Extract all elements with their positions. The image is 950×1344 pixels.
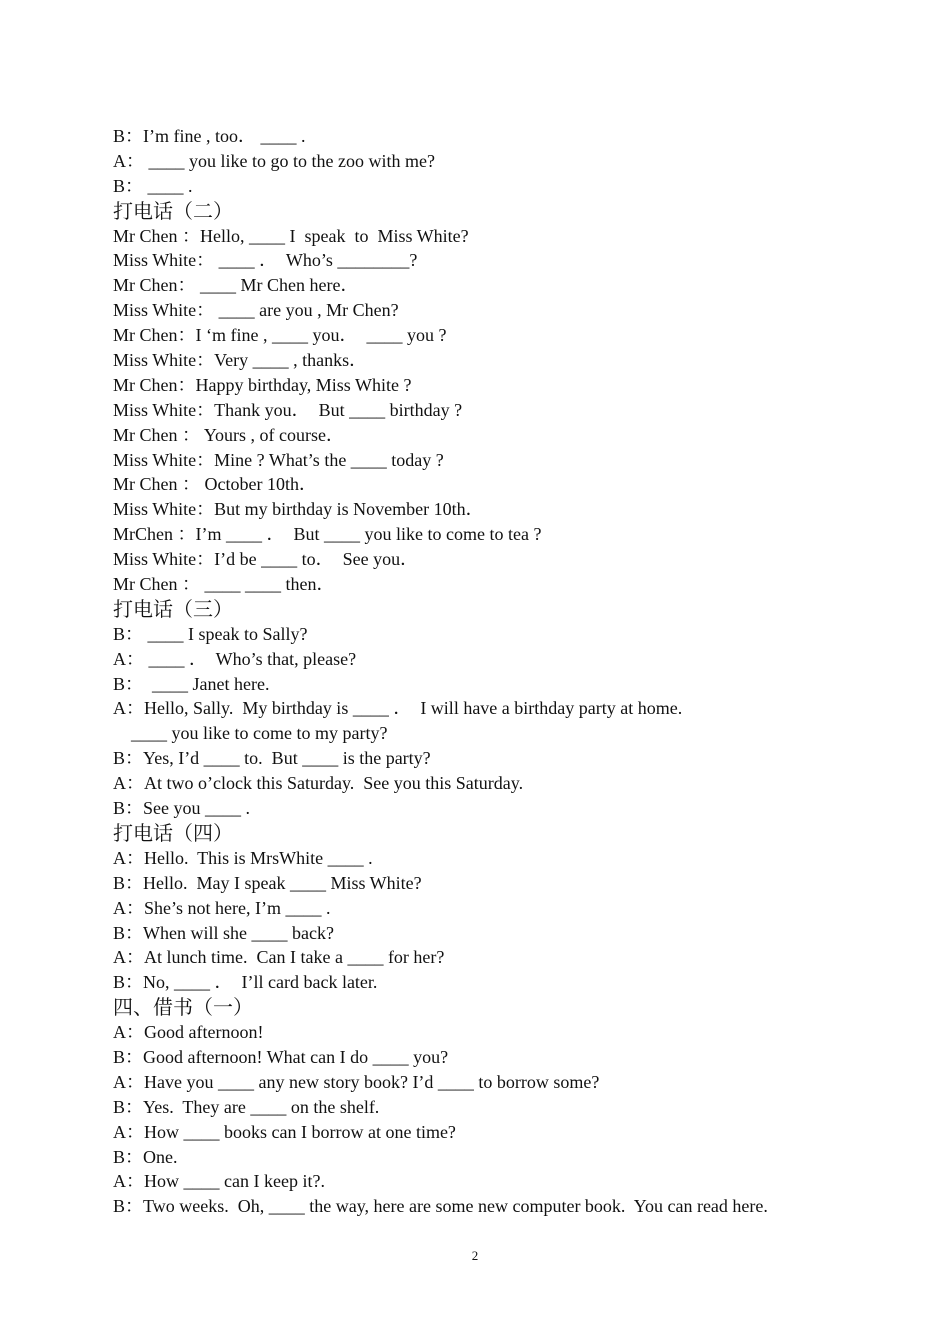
dialogue-line: A：Hello. This is MrsWhite ____ . <box>113 847 373 868</box>
dialogue-line: B：I’m fine , too． ____ . <box>113 126 306 146</box>
dialogue-line: Mr Chen ： Yours , of course． <box>113 424 344 445</box>
dialogue-line: B： ____ . <box>113 175 193 196</box>
dialogue-line: A：How ____ books can I borrow at one time? <box>113 1121 456 1142</box>
dialogue-line: A：At two o’clock this Saturday. See you this Saturday. <box>113 773 524 794</box>
dialogue-line: Miss White：Mine ? What’s the ____ today ? <box>113 449 444 470</box>
dialogue-line: Mr Chen： ____ Mr Chen here． <box>113 275 359 296</box>
section-heading: 打电话（四） <box>113 820 233 845</box>
dialogue-line: A：At lunch time. Can I take a ____ for her? <box>113 947 445 968</box>
dialogue-line: B： ____ Janet here. <box>113 673 270 694</box>
dialogue-line: B：No, ____ ． I’ll card back later. <box>113 972 378 993</box>
section-heading: 打电话（二） <box>113 198 233 223</box>
dialogue-line: B：Hello. May I speak ____ Miss White? <box>113 872 422 893</box>
dialogue-line: Miss White：I’d be ____ to． See you． <box>113 549 419 570</box>
dialogue-line: A：Hello, Sally. My birthday is ____ ． I will have a birthday party at home. <box>113 698 683 719</box>
dialogue-line: Miss White：But my birthday is November 10th． <box>113 499 484 520</box>
dialogue-line: Mr Chen ： October 10th． <box>113 474 317 495</box>
dialogue-line: B：Yes. They are ____ on the shelf. <box>113 1096 380 1117</box>
dialogue-line: B： ____ I speak to Sally? <box>113 623 308 644</box>
dialogue-line: A：Good afternoon! <box>113 1022 264 1043</box>
dialogue-line: A： ____ you like to go to the zoo with me? <box>113 150 435 171</box>
dialogue-line: B：Good afternoon! What can I do ____ you? <box>113 1046 449 1067</box>
dialogue-line: Miss White：Thank you． But ____ birthday ? <box>113 399 463 420</box>
dialogue-line: B：See you ____ . <box>113 798 250 819</box>
section-heading: 打电话（三） <box>113 596 233 621</box>
dialogue-line: B：Yes, I’d ____ to. But ____ is the party? <box>113 748 431 769</box>
dialogue-line: ____ you like to come to my party? <box>131 723 388 744</box>
dialogue-line: Miss White：Very ____ , thanks． <box>113 350 368 371</box>
dialogue-line: MrChen ：I’m ____ ． But ____ you like to come to tea ? <box>113 524 542 545</box>
dialogue-line: A：She’s not here, I’m ____ . <box>113 897 331 918</box>
dialogue-line: Mr Chen ：Hello, ____ I speak to Miss White? <box>113 225 469 246</box>
dialogue-line: A：How ____ can I keep it?. <box>113 1171 325 1192</box>
dialogue-line: B：One. <box>113 1146 178 1167</box>
page-number: 2 <box>471 1248 479 1263</box>
dialogue-line: Mr Chen：I ‘m fine , ____ you． ____ you ? <box>113 325 447 346</box>
dialogue-line: A：Have you ____ any new story book? I’d ____ to borrow some? <box>113 1071 600 1092</box>
dialogue-line: A： ____ ． Who’s that, please? <box>113 648 357 669</box>
dialogue-line: B：When will she ____ back? <box>113 922 334 943</box>
dialogue-line: Miss White： ____ are you , Mr Chen? <box>113 300 399 321</box>
dialogue-line: B：Two weeks. Oh, ____ the way, here are some new computer book. You can read here. <box>113 1196 768 1217</box>
dialogue-line: Mr Chen：Happy birthday, Miss White ? <box>113 374 412 395</box>
dialogue-line: Mr Chen ： ____ ____ then． <box>113 574 335 595</box>
section-heading: 四、借书（一） <box>113 995 253 1020</box>
document-body <box>113 124 873 1219</box>
dialogue-line: Miss White： ____ ． Who’s ________? <box>113 250 418 271</box>
